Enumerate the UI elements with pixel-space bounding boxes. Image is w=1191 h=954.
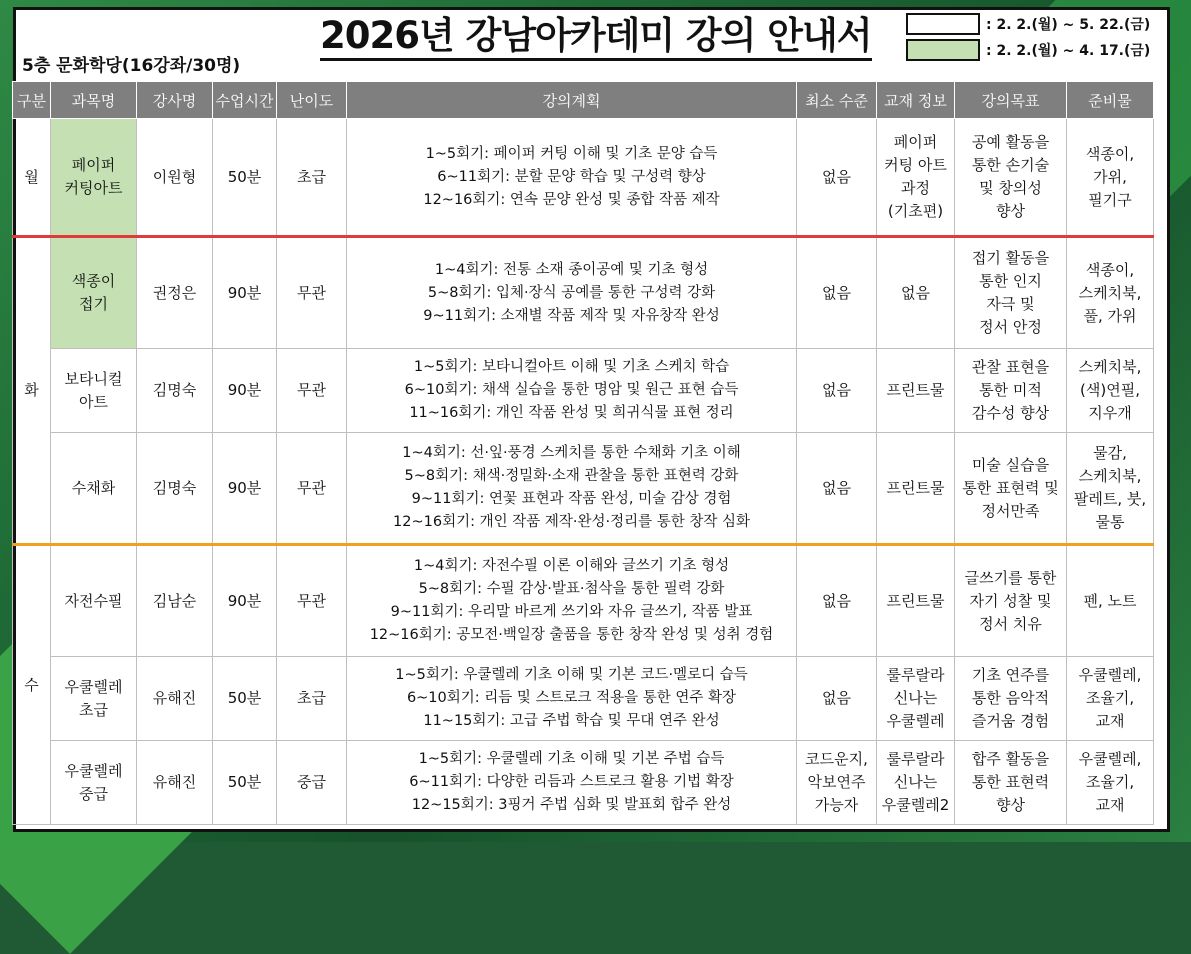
table-row [13,237,1154,349]
level-cell: 무관 [277,433,347,545]
plan-line: 6~11회기: 분할 문양 학습 및 구성력 향상 [437,168,706,185]
plan-cell [347,657,797,741]
header-materials: 준비물 [1067,82,1154,119]
level-cell: 무관 [277,545,347,657]
header-level: 난이도 [277,82,347,119]
instructor-cell: 김남순 [137,545,213,657]
plan-cell [347,237,797,349]
level-cell: 초급 [277,119,347,237]
table-body [13,119,1154,825]
textbook-cell: 프린트물 [877,349,955,433]
plan-line: 1~5회기: 우쿨렐레 기초 이해 및 기본 코드·멜로디 습득 [395,667,748,683]
plan-line: 9~11회기: 우리말 바르게 쓰기와 자유 글쓰기, 작품 발표 [390,604,753,620]
plan-cell [347,545,797,657]
instructor-cell: 유해진 [137,741,213,825]
time-cell: 90분 [213,433,277,545]
textbook-cell: 룰루랄라 신나는 우쿨렐레2 [877,741,955,825]
goal-cell: 미술 실습을 통한 표현력 및 정서만족 [955,433,1067,545]
materials-cell: 색종이, 가위, 필기구 [1067,119,1154,237]
plan-line: 11~15회기: 고급 주법 학습 및 무대 연주 완성 [423,713,720,729]
plan-line: 6~10회기: 리듬 및 스트로크 적용을 통한 연주 확장 [406,690,737,706]
goal-cell: 관찰 표현을 통한 미적 감수성 향상 [955,349,1067,433]
plan-cell [347,741,797,825]
page-title: 2026년 강남아카데미 강의 안내서 [320,14,872,61]
legend-swatch-green [906,39,980,61]
materials-cell: 물감, 스케치북, 팔레트, 붓, 물통 [1067,433,1154,545]
level-cell: 초급 [277,657,347,741]
instructor-cell: 유해진 [137,657,213,741]
time-cell: 50분 [213,657,277,741]
header-plan: 강의계획 [347,82,797,119]
time-cell: 50분 [213,119,277,237]
textbook-cell: 룰루랄라 신나는 우쿨렐레 [877,657,955,741]
plan-line: 1~4회기: 선·잎·풍경 스케치를 통한 수채화 기초 이해 [402,445,741,461]
legend-swatch-white [906,13,980,35]
header-instructor: 강사명 [137,82,213,119]
instructor-cell: 김명숙 [137,433,213,545]
plan-line: 5~8회기: 수필 감상·발표·첨삭을 통한 필력 강화 [418,581,725,597]
min-level-cell: 없음 [797,119,877,237]
goal-cell: 기초 연주를 통한 음악적 즐거움 경험 [955,657,1067,741]
materials-cell: 우쿨렐레, 조율기, 교재 [1067,657,1154,741]
period-legend [906,12,1150,64]
materials-cell: 색종이, 스케치북, 풀, 가위 [1067,237,1154,349]
header-category: 구분 [13,82,51,119]
plan-line: 5~8회기: 입체·장식 공예를 통한 구성력 강화 [427,284,716,301]
subject-cell: 페이퍼 커팅아트 [51,119,137,237]
table-row [13,545,1154,657]
goal-cell: 글쓰기를 통한 자기 성찰 및 정서 치유 [955,545,1067,657]
plan-line: 11~16회기: 개인 작품 완성 및 희귀식물 표현 정리 [409,405,734,421]
table-header-row [13,82,1154,119]
legend-label: : 2. 2.(월) ~ 4. 17.(금) [986,43,1151,59]
plan-cell [347,119,797,237]
plan-line: 12~16회기: 개인 작품 제작·완성·정리를 통한 창작 심화 [393,514,750,530]
plan-line: 1~5회기: 우쿨렐레 기초 이해 및 기본 주법 습득 [418,751,725,767]
plan-line: 9~11회기: 소재별 작품 제작 및 자유창작 완성 [423,307,720,324]
instructor-cell: 이원형 [137,119,213,237]
subject-cell: 자전수필 [51,545,137,657]
day-cell: 월 [13,119,51,237]
legend-item-white [906,12,1150,36]
header-subject: 과목명 [51,82,137,119]
level-cell: 무관 [277,349,347,433]
day-cell: 화 [13,237,51,545]
time-cell: 90분 [213,545,277,657]
table-row [13,741,1154,825]
min-level-cell: 없음 [797,545,877,657]
plan-cell [347,433,797,545]
legend-label: : 2. 2.(월) ~ 5. 22.(금) [986,17,1151,33]
header-min-level: 최소 수준 [797,82,877,119]
plan-line: 6~11회기: 다양한 리듬과 스트로크 활용 기법 확장 [409,774,734,790]
header-textbook: 교재 정보 [877,82,955,119]
materials-cell: 우쿨렐레, 조율기, 교재 [1067,741,1154,825]
header-time: 수업시간 [213,82,277,119]
table-row [13,657,1154,741]
goal-cell: 공예 활동을 통한 손기술 및 창의성 향상 [955,119,1067,237]
plan-line: 9~11회기: 연꽃 표현과 작품 완성, 미술 감상 경험 [411,491,732,507]
subject-cell: 보타니컬 아트 [51,349,137,433]
textbook-cell: 프린트물 [877,545,955,657]
subject-cell: 색종이 접기 [51,237,137,349]
min-level-cell: 코드운지, 악보연주 가능자 [797,741,877,825]
min-level-cell: 없음 [797,237,877,349]
materials-cell: 스케치북, (색)연필, 지우개 [1067,349,1154,433]
header-goal: 강의목표 [955,82,1067,119]
time-cell: 90분 [213,237,277,349]
day-cell: 수 [13,545,51,825]
level-cell: 중급 [277,741,347,825]
course-table [12,81,1154,825]
plan-line: 12~16회기: 공모전·백일장 출품을 통한 창작 완성 및 성취 경험 [369,627,774,643]
time-cell: 50분 [213,741,277,825]
goal-cell: 접기 활동을 통한 인지 자극 및 정서 안정 [955,237,1067,349]
legend-item-green [906,38,1150,62]
subject-cell: 수채화 [51,433,137,545]
plan-line: 12~16회기: 연속 문양 완성 및 종합 작품 제작 [423,191,720,208]
instructor-cell: 김명숙 [137,349,213,433]
plan-cell [347,349,797,433]
table-row [13,119,1154,237]
level-cell: 무관 [277,237,347,349]
min-level-cell: 없음 [797,349,877,433]
plan-line: 6~10회기: 채색 실습을 통한 명암 및 원근 표현 습득 [404,382,739,398]
textbook-cell: 프린트물 [877,433,955,545]
time-cell: 90분 [213,349,277,433]
plan-line: 5~8회기: 채색·정밀화·소재 관찰을 통한 표현력 강화 [404,468,739,484]
table-row [13,349,1154,433]
floor-info: 5층 문화학당(16강좌/30명) [22,56,241,76]
instructor-cell: 권정은 [137,237,213,349]
subject-cell: 우쿨렐레 초급 [51,657,137,741]
textbook-cell: 페이퍼 커팅 아트 과정 (기초편) [877,119,955,237]
plan-line: 1~5회기: 페이퍼 커팅 이해 및 기초 문양 습득 [425,145,718,162]
table-row [13,433,1154,545]
materials-cell: 펜, 노트 [1067,545,1154,657]
min-level-cell: 없음 [797,657,877,741]
plan-line: 1~4회기: 전통 소재 종이공예 및 기초 형성 [434,261,709,278]
plan-line: 12~15회기: 3핑거 주법 심화 및 발표회 합주 완성 [411,797,732,813]
textbook-cell: 없음 [877,237,955,349]
plan-line: 1~4회기: 자전수필 이론 이해와 글쓰기 기초 형성 [413,558,730,574]
plan-line: 1~5회기: 보타니컬아트 이해 및 기초 스케치 학습 [413,359,730,375]
subject-cell: 우쿨렐레 중급 [51,741,137,825]
goal-cell: 합주 활동을 통한 표현력 향상 [955,741,1067,825]
min-level-cell: 없음 [797,433,877,545]
